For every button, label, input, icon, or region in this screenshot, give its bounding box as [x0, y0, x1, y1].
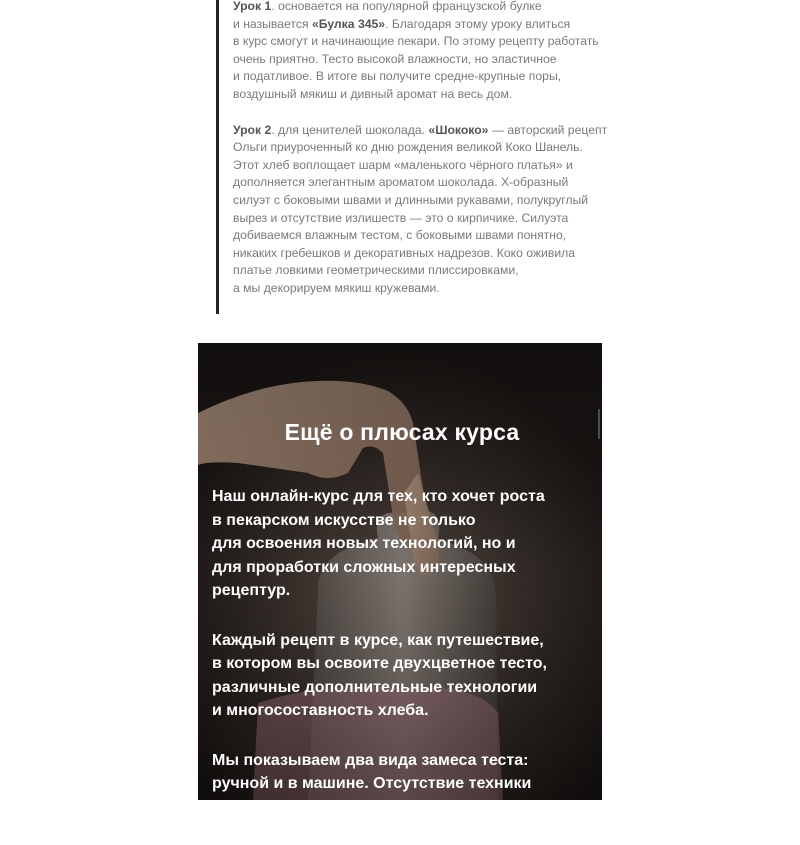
lesson-2-line-4: дополняется элегантным ароматом шоколада. Х-образный: [233, 175, 569, 190]
benefit-3-line-3: не проблема — вы научитесь: [212, 798, 448, 816]
lesson-2-line-2: Ольги приуроченный ко дню рождения великой Коко Шанель.: [233, 140, 583, 155]
benefit-paragraph-3: [212, 749, 592, 820]
benefit-1-line-4: для проработки сложных интересных: [212, 558, 516, 576]
benefit-paragraph-1: [212, 485, 592, 603]
promo-content: [212, 417, 592, 845]
lesson-2-text-1b: — авторский рецепт: [488, 122, 608, 137]
benefit-1-line-3: для освоения новых технологий, но и: [212, 535, 516, 552]
benefit-paragraph-2: [212, 629, 592, 723]
recipe-name-shokoko: «Шококо»: [428, 122, 489, 137]
lesson-2-line-10: а мы декорируем мякиш кружевами.: [233, 280, 440, 295]
lesson-1-label: Урок 1: [233, 0, 272, 13]
benefit-2-line-3: различные дополнительные технологии: [212, 678, 538, 696]
benefit-1-line-1: Наш онлайн-курс для тех, кто хочет роста: [212, 488, 545, 505]
scroll-indicator: [598, 409, 600, 439]
course-benefits-section: [198, 343, 602, 816]
recipe-name-bulka: «Булка 345»: [311, 16, 386, 31]
section-title: Ещё о плюсах курса: [284, 419, 520, 445]
lesson-1-line-2: [233, 16, 596, 34]
benefit-3-line-2: ручной и в машине. Отсутствие техники: [212, 775, 532, 792]
lesson-2-line-7: добиваемся влажным тестом, с боковыми швами понятно,: [233, 228, 567, 243]
lesson-2-line-8: никаких гребешков и декоративных надрезов. Коко оживила: [233, 245, 576, 260]
benefit-2-line-2: в котором вы освоите двухцветное тесто,: [212, 655, 547, 672]
lessons-quote-block: [216, 0, 608, 314]
benefit-2-line-4: и многосоставность хлеба.: [212, 702, 429, 719]
lesson-2-line-3: Этот хлеб воплощает шарм «маленького чёрного платья» и: [233, 157, 573, 172]
lesson-1-line-1: [233, 0, 596, 16]
lesson-2-line-5: силуэт с боковыми швами и длинными рукавами, полукруглый: [233, 192, 589, 207]
lesson-1-line-4: очень приятно. Тесто высокой влажности, но эластичное: [233, 51, 557, 66]
lesson-1-text-2b: . Благодаря этому уроку влиться: [385, 16, 571, 31]
lesson-1-text-2a: и называется: [233, 16, 312, 31]
benefit-3-line-1: Мы показываем два вида замеса теста:: [212, 751, 529, 769]
benefit-1-line-5: рецептур.: [212, 582, 291, 599]
lesson-1-line-5: и податливое. В итоге вы получите средне-крупные поры,: [233, 69, 562, 84]
lesson-1-line-6: воздушный мякиш и дивный аромат на весь дом.: [233, 86, 513, 101]
lesson-1-paragraph: [233, 0, 599, 104]
lesson-2-text-1a: . для ценителей шоколада.: [271, 122, 429, 137]
lesson-1-text-1: . основается на популярной французской булке: [271, 0, 542, 13]
benefit-2-line-1: Каждый рецепт в курсе, как путешествие,: [212, 631, 544, 649]
lesson-2-line-1: [233, 122, 608, 140]
lesson-2-line-9: платье ловкими геометрическими плиссировками,: [233, 263, 519, 278]
lesson-2-line-6: вырез и отсутствие излишеств — это о кирпичике. Силуэта: [233, 210, 569, 225]
benefit-1-line-2: в пекарском искусстве не только: [212, 511, 476, 529]
lesson-2-paragraph: [233, 122, 608, 298]
lesson-2-label: Урок 2: [233, 122, 272, 137]
lesson-1-line-3: в курс смогут и начинающие пекари. По этому рецепту работать: [233, 34, 599, 49]
